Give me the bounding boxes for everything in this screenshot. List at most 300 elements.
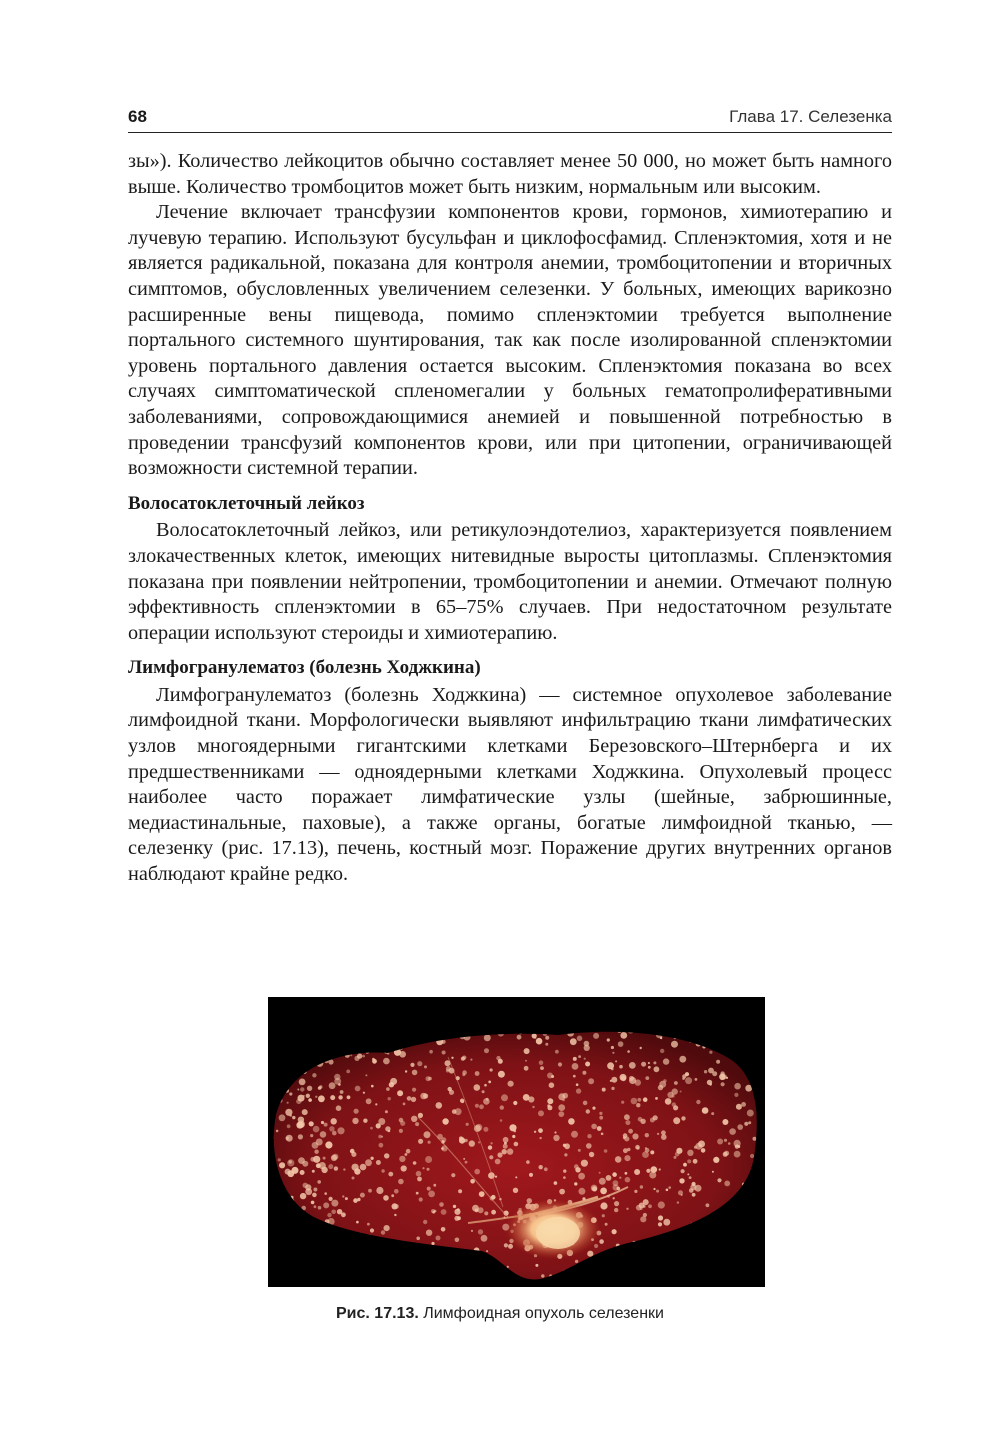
nodule <box>554 1181 558 1185</box>
nodule <box>645 1076 649 1080</box>
nodule <box>342 1195 344 1197</box>
nodule <box>329 1126 334 1131</box>
nodule <box>478 1207 484 1213</box>
nodule <box>693 1159 698 1164</box>
nodule <box>507 1148 513 1154</box>
nodule <box>636 1103 640 1107</box>
nodule <box>331 1210 336 1215</box>
nodule <box>425 1156 432 1163</box>
nodule <box>613 1197 615 1199</box>
nodule <box>337 1127 344 1134</box>
nodule <box>534 1131 536 1133</box>
nodule <box>287 1124 291 1128</box>
nodule <box>439 1202 444 1207</box>
nodule <box>568 1118 575 1125</box>
nodule <box>289 1092 292 1095</box>
nodule <box>591 1185 598 1192</box>
nodule <box>737 1124 743 1130</box>
nodule <box>648 1062 650 1064</box>
nodule <box>578 1149 581 1152</box>
nodule <box>285 1169 291 1175</box>
nodule <box>525 1060 527 1062</box>
nodule <box>611 1087 614 1090</box>
nodule <box>587 1251 593 1257</box>
nodule <box>573 1075 576 1078</box>
nodule <box>357 1053 362 1058</box>
nodule <box>663 1058 669 1064</box>
nodule <box>558 1111 564 1117</box>
nodule <box>287 1102 289 1104</box>
nodule <box>734 1083 741 1090</box>
nodule <box>350 1149 355 1154</box>
page-body <box>128 149 892 888</box>
nodule <box>578 1188 585 1195</box>
nodule <box>721 1082 725 1086</box>
nodule <box>496 1056 500 1060</box>
nodule <box>625 1177 631 1183</box>
nodule <box>398 1179 404 1185</box>
nodule <box>588 1078 594 1084</box>
nodule <box>470 1059 472 1061</box>
nodule <box>504 1243 508 1247</box>
nodule <box>629 1077 636 1084</box>
nodule <box>340 1090 344 1094</box>
nodule <box>539 1137 541 1139</box>
nodule <box>663 1079 666 1082</box>
nodule <box>423 1220 427 1224</box>
nodule <box>365 1074 367 1076</box>
nodule <box>484 1034 491 1041</box>
nodule <box>320 1131 327 1138</box>
nodule <box>563 1144 566 1147</box>
nodule <box>462 1073 465 1076</box>
nodule <box>334 1166 338 1170</box>
nodule <box>297 1089 299 1091</box>
nodule <box>696 1100 700 1104</box>
nodule <box>620 1032 627 1039</box>
nodule <box>300 1087 304 1091</box>
nodule <box>285 1109 292 1116</box>
nodule <box>488 1081 491 1084</box>
nodule <box>384 1153 389 1158</box>
nodule <box>461 1057 465 1061</box>
spleen-tumor-image <box>268 997 765 1287</box>
nodule <box>574 1164 579 1169</box>
nodule <box>599 1178 606 1185</box>
nodule <box>352 1164 359 1171</box>
nodule <box>581 1160 588 1167</box>
nodule <box>412 1088 416 1092</box>
nodule <box>478 1229 483 1234</box>
nodule <box>314 1205 317 1208</box>
nodule <box>312 1073 316 1077</box>
nodule <box>488 1145 492 1149</box>
nodule <box>420 1093 427 1100</box>
nodule <box>332 1154 338 1160</box>
nodule <box>653 1188 655 1190</box>
nodule <box>555 1050 559 1054</box>
nodule <box>599 1112 602 1115</box>
nodule <box>713 1157 719 1163</box>
nodule <box>658 1201 665 1208</box>
nodule <box>383 1195 389 1201</box>
nodule <box>532 1106 534 1108</box>
nodule <box>481 1235 488 1242</box>
nodule <box>614 1208 618 1212</box>
nodule <box>436 1102 443 1109</box>
nodule <box>573 1057 577 1061</box>
nodule <box>687 1159 691 1163</box>
nodule <box>388 1172 393 1177</box>
nodule <box>707 1080 712 1085</box>
nodule <box>471 1230 473 1232</box>
nodule <box>360 1164 367 1171</box>
nodule <box>660 1049 664 1053</box>
nodule <box>475 1071 480 1076</box>
nodule <box>680 1091 682 1093</box>
nodule <box>674 1156 677 1159</box>
nodule <box>378 1118 385 1125</box>
nodule <box>610 1080 612 1082</box>
nodule <box>441 1209 447 1215</box>
nodule <box>427 1168 430 1171</box>
nodule <box>403 1103 406 1106</box>
nodule <box>640 1119 645 1124</box>
nodule <box>538 1110 544 1116</box>
nodule <box>653 1061 656 1064</box>
nodule <box>641 1062 646 1067</box>
nodule <box>689 1188 694 1193</box>
nodule <box>346 1070 350 1074</box>
nodule <box>386 1087 390 1091</box>
nodule <box>587 1134 591 1138</box>
nodule <box>701 1148 706 1153</box>
nodule <box>300 1193 306 1199</box>
nodule <box>331 1200 338 1207</box>
nodule <box>625 1120 630 1125</box>
nodule <box>717 1178 721 1182</box>
nodule <box>734 1151 741 1158</box>
nodule <box>458 1189 462 1193</box>
nodule <box>689 1176 692 1179</box>
nodule <box>679 1056 686 1063</box>
nodule <box>593 1033 599 1039</box>
nodule <box>279 1162 285 1168</box>
nodule <box>515 1176 517 1178</box>
nodule <box>424 1065 427 1068</box>
figure-label: Рис. 17.13. <box>336 1305 419 1322</box>
nodule <box>370 1127 373 1130</box>
nodule <box>679 1178 684 1183</box>
nodule <box>673 1117 680 1124</box>
nodule <box>490 1142 492 1144</box>
nodule <box>722 1119 728 1125</box>
nodule <box>678 1190 683 1195</box>
nodule <box>656 1190 659 1193</box>
nodule <box>441 1145 447 1151</box>
nodule <box>381 1169 384 1172</box>
nodule <box>723 1152 728 1157</box>
nodule <box>385 1126 390 1131</box>
nodule <box>559 1189 565 1195</box>
nodule <box>512 1135 515 1138</box>
nodule <box>428 1191 435 1198</box>
nodule <box>355 1086 361 1092</box>
nodule <box>376 1187 383 1194</box>
nodule <box>278 1158 281 1161</box>
nodule <box>524 1066 529 1071</box>
nodule <box>625 1172 628 1175</box>
nodule <box>412 1070 418 1076</box>
nodule <box>623 1148 628 1153</box>
nodule <box>724 1181 730 1187</box>
nodule <box>599 1172 601 1174</box>
nodule <box>466 1123 469 1126</box>
nodule <box>497 1152 502 1157</box>
nodule <box>401 1165 407 1171</box>
nodule <box>563 1169 566 1172</box>
nodule <box>726 1077 728 1079</box>
figure-caption-text: Лимфоидная опухоль селезенки <box>423 1305 664 1322</box>
nodule <box>554 1131 556 1133</box>
nodule <box>276 1130 279 1133</box>
nodule <box>381 1230 385 1234</box>
nodule <box>475 1104 479 1108</box>
nodule <box>526 1160 530 1164</box>
nodule <box>599 1239 604 1244</box>
nodule <box>353 1198 358 1203</box>
nodule <box>375 1103 377 1105</box>
nodule <box>419 1197 423 1201</box>
nodule <box>601 1133 604 1136</box>
nodule <box>500 1105 504 1109</box>
nodule <box>483 1127 488 1132</box>
nodule <box>428 1141 431 1144</box>
nodule <box>549 1082 555 1088</box>
nodule <box>482 1090 485 1093</box>
nodule <box>370 1157 373 1160</box>
nodule <box>620 1074 627 1081</box>
nodule <box>627 1050 630 1053</box>
nodule <box>501 1094 508 1101</box>
nodule <box>584 1058 586 1060</box>
nodule <box>695 1185 702 1192</box>
nodule <box>309 1121 314 1126</box>
nodule <box>416 1237 420 1241</box>
nodule <box>372 1058 375 1061</box>
nodule <box>292 1167 299 1174</box>
nodule <box>615 1156 622 1163</box>
nodule <box>602 1214 605 1217</box>
nodule <box>545 1043 548 1046</box>
nodule <box>611 1046 614 1049</box>
nodule <box>750 1154 754 1158</box>
nodule <box>379 1143 384 1148</box>
nodule <box>503 1137 509 1143</box>
nodule <box>618 1041 624 1047</box>
nodule <box>407 1096 412 1101</box>
nodule <box>674 1081 678 1085</box>
nodule <box>629 1062 636 1069</box>
nodule <box>748 1121 751 1124</box>
nodule <box>619 1065 623 1069</box>
nodule <box>658 1222 662 1226</box>
nodule <box>356 1221 359 1224</box>
nodule <box>676 1148 682 1154</box>
nodule <box>513 1188 518 1193</box>
nodule <box>657 1133 659 1135</box>
nodule <box>332 1131 337 1136</box>
nodule <box>302 1161 308 1167</box>
nodule <box>328 1164 333 1169</box>
nodule <box>352 1177 355 1180</box>
nodule <box>631 1098 638 1105</box>
nodule <box>313 1156 320 1163</box>
paragraph-hairy-cell: Волосатоклеточный лейкоз, или ретикулоэндотелиоз, характеризуется появлением злокачественных клеток, имеющих нитевидные выросты цитоплазмы. Спленэктомия показана при появлении нейтропении, тромбоцитопении и анемии. Отмечают полную эффективность спленэктомии в 65–75% случаев. При недостаточном результате операции используют стероиды и химиотерапию. <box>128 519 892 644</box>
nodule <box>463 1158 465 1160</box>
nodule <box>640 1207 643 1210</box>
nodule <box>306 1094 310 1098</box>
nodule <box>411 1097 416 1102</box>
nodule <box>624 1155 630 1161</box>
nodule <box>643 1097 648 1102</box>
nodule <box>648 1204 652 1208</box>
nodule <box>368 1189 372 1193</box>
nodule <box>321 1167 327 1173</box>
nodule <box>513 1101 517 1105</box>
nodule <box>695 1078 698 1081</box>
nodule <box>544 1167 548 1171</box>
nodule <box>562 1093 568 1099</box>
nodule <box>385 1110 388 1113</box>
nodule <box>677 1201 679 1203</box>
nodule <box>558 1104 565 1111</box>
nodule <box>490 1068 493 1071</box>
nodule <box>427 1187 431 1191</box>
nodule <box>479 1191 485 1197</box>
nodule <box>653 1115 658 1120</box>
nodule <box>417 1061 422 1066</box>
nodule <box>451 1173 455 1177</box>
nodule <box>594 1244 598 1248</box>
nodule <box>645 1133 649 1137</box>
nodule <box>451 1057 453 1059</box>
nodule <box>663 1219 670 1226</box>
nodule <box>474 1169 480 1175</box>
nodule <box>334 1074 340 1080</box>
nodule <box>614 1201 619 1206</box>
nodule <box>753 1137 757 1141</box>
nodule <box>363 1119 367 1123</box>
nodule <box>298 1121 305 1128</box>
nodule <box>624 1114 630 1120</box>
nodule <box>628 1129 633 1134</box>
nodule <box>509 1124 516 1131</box>
nodule <box>702 1107 709 1114</box>
nodule <box>341 1212 346 1217</box>
nodule <box>606 1175 612 1181</box>
nodule <box>728 1142 731 1145</box>
nodule <box>503 1144 508 1149</box>
nodule <box>695 1143 702 1150</box>
nodule <box>446 1066 451 1071</box>
nodule <box>424 1131 431 1138</box>
nodule <box>540 1066 544 1070</box>
nodule <box>370 1228 374 1232</box>
nodule <box>564 1153 567 1156</box>
nodule <box>612 1229 617 1234</box>
figure-spleen-photo <box>268 997 765 1287</box>
nodule <box>538 1128 543 1133</box>
nodule <box>410 1063 414 1067</box>
nodule <box>383 1058 390 1065</box>
nodule <box>640 1047 642 1049</box>
nodule <box>626 1208 628 1210</box>
nodule <box>607 1062 614 1069</box>
nodule <box>574 1182 577 1185</box>
nodule <box>634 1169 640 1175</box>
nodule <box>716 1060 720 1064</box>
nodule <box>298 1134 303 1139</box>
nodule <box>426 1230 432 1236</box>
nodule <box>392 1203 398 1209</box>
nodule <box>735 1145 739 1149</box>
nodule <box>442 1118 448 1124</box>
nodule <box>287 1159 294 1166</box>
nodule <box>711 1112 714 1115</box>
nodule <box>394 1189 399 1194</box>
nodule <box>479 1104 484 1109</box>
nodule <box>577 1036 583 1042</box>
nodule <box>744 1122 748 1126</box>
nodule <box>547 1104 550 1107</box>
nodule <box>457 1208 460 1211</box>
nodule <box>704 1070 707 1073</box>
nodule <box>681 1169 685 1173</box>
nodule <box>336 1105 342 1111</box>
nodule <box>279 1114 286 1121</box>
nodule <box>495 1159 501 1165</box>
nodule <box>682 1077 685 1080</box>
section-heading-hairy-cell: Волосатоклеточный лейкоз <box>128 492 365 514</box>
nodule <box>394 1214 396 1216</box>
figure-caption <box>0 1305 1000 1323</box>
nodule <box>314 1150 318 1154</box>
nodule <box>489 1155 493 1159</box>
nodule <box>319 1085 322 1088</box>
nodule <box>413 1161 417 1165</box>
nodule <box>313 1188 317 1192</box>
paragraph-hodgkin: Лимфогранулематоз (болезнь Ходжкина) — системное опухолевое заболевание лимфоидной ткани. Морфологически выявляют инфильтрацию ткани лимфатических узлов многоядерными гигантскими клетками Березовского–Штернберга и их предшественниками — одноядерными клетками Ходжкина. Опухолевый процесс наиболее часто поражает лимфатические узлы (шейные, забрюшинные, медиастинальные, паховые), а также органы, богатые лимфоидной тканью, — селезенку (рис. 17.13), печень, костный мозг. Поражение других внутренних органов наблюдают крайне редко. <box>128 683 892 886</box>
nodule <box>619 1177 621 1179</box>
nodule <box>388 1097 391 1100</box>
nodule <box>298 1095 305 1102</box>
nodule <box>661 1134 667 1140</box>
nodule <box>360 1193 365 1198</box>
nodule <box>460 1099 464 1103</box>
nodule <box>637 1098 641 1102</box>
nodule <box>571 1131 578 1138</box>
nodule <box>418 1139 423 1144</box>
nodule <box>592 1107 595 1110</box>
nodule <box>741 1102 746 1107</box>
nodule <box>310 1134 313 1137</box>
nodule <box>308 1098 312 1102</box>
nodule <box>643 1205 646 1208</box>
nodule <box>508 1081 514 1087</box>
nodule <box>434 1210 437 1213</box>
nodule <box>338 1095 342 1099</box>
